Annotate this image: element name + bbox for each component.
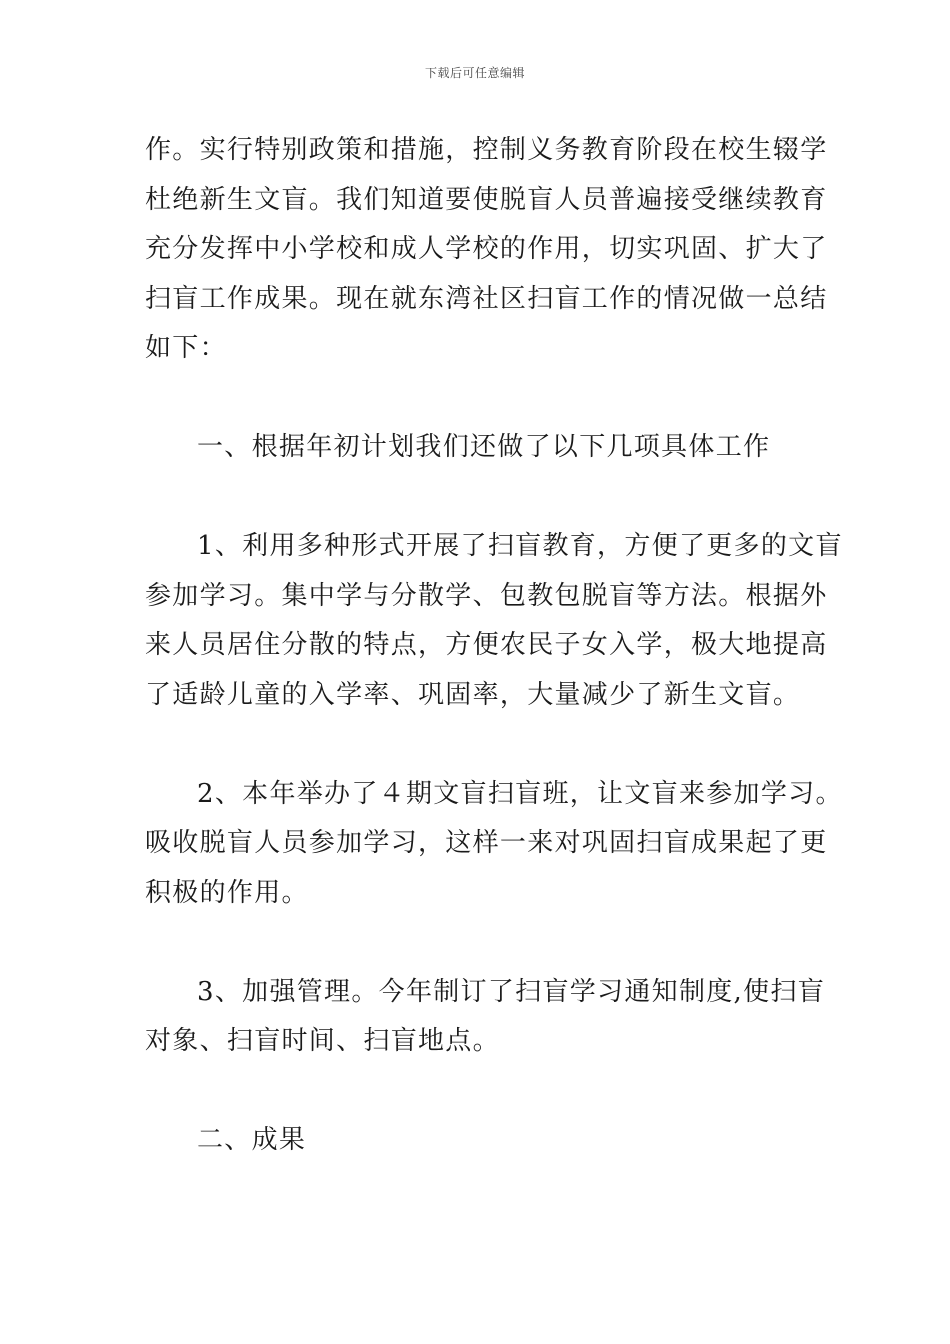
heading-line: 二、成果 bbox=[197, 1125, 307, 1155]
text-line: 对象、扫盲时间、扫盲地点。 bbox=[145, 1026, 500, 1056]
paragraph-spacer bbox=[145, 1067, 807, 1117]
text-line: 充分发挥中小学校和成人学校的作用，切实巩固、扩大了 bbox=[145, 234, 828, 264]
paragraph-spacer bbox=[145, 918, 807, 968]
text-line: 吸收脱盲人员参加学习，这样一来对巩固扫盲成果起了更 bbox=[145, 828, 828, 858]
text-line: 参加学习。集中学与分散学、包教包脱盲等方法。根据外 bbox=[145, 580, 828, 611]
document-body bbox=[145, 126, 843, 1166]
text-line: 扫盲工作成果。现在就东湾社区扫盲工作的情况做一总结 bbox=[145, 283, 828, 314]
paragraph-spacer bbox=[145, 720, 807, 770]
text-line: 杜绝新生文盲。我们知道要使脱盲人员普遍接受继续教育 bbox=[145, 184, 828, 215]
item-paragraph-2 bbox=[145, 770, 843, 919]
text-line: 2、本年举办了４期文盲扫盲班，让文盲来参加学习。 bbox=[197, 778, 843, 809]
text-line: 作。实行特别政策和措施，控制义务教育阶段在校生辍学 bbox=[145, 135, 828, 165]
heading-line: 一、根据年初计划我们还做了以下几项具体工作 bbox=[197, 432, 771, 462]
item-paragraph-1 bbox=[145, 522, 843, 720]
paragraph-spacer bbox=[145, 473, 807, 523]
text-line: 来人员居住分散的特点，方便农民子女入学，极大地提高 bbox=[145, 630, 828, 660]
text-line: 1、利用多种形式开展了扫盲教育，方便了更多的文盲 bbox=[197, 531, 843, 561]
paragraph-spacer bbox=[145, 374, 807, 424]
text-line: 3、加强管理。今年制订了扫盲学习通知制度,使扫盲 bbox=[197, 976, 826, 1007]
section-heading-1 bbox=[145, 423, 807, 473]
text-line: 积极的作用。 bbox=[145, 877, 309, 908]
page-header: 下载后可任意编辑 bbox=[424, 66, 525, 80]
item-paragraph-3 bbox=[145, 968, 826, 1067]
text-line: 如下： bbox=[145, 333, 227, 363]
intro-paragraph bbox=[145, 126, 828, 374]
section-heading-2 bbox=[145, 1116, 807, 1166]
text-line: 了适龄儿童的入学率、巩固率，大量减少了新生文盲。 bbox=[145, 679, 801, 710]
